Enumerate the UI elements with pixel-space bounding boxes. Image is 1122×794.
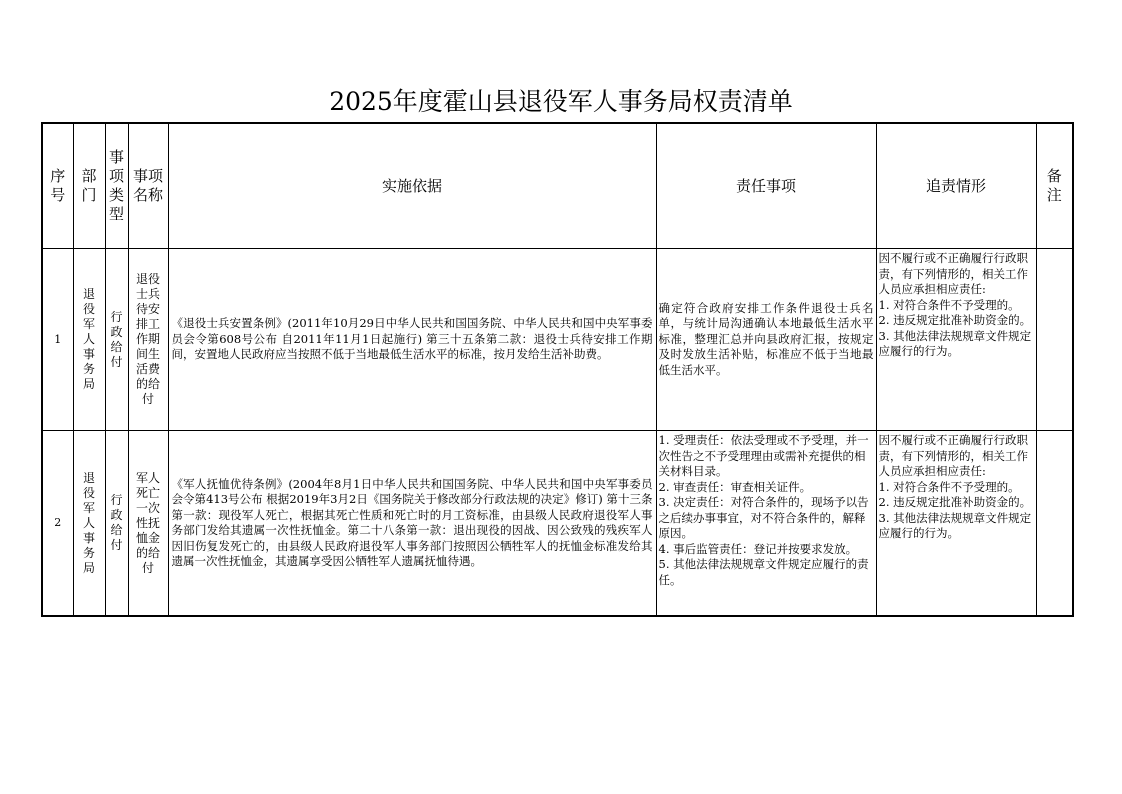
page-title: 2025年度霍山县退役军人事务局权责清单 — [329, 87, 793, 116]
table-row — [42, 249, 1073, 431]
header-responsibility: 责任事项 — [656, 123, 876, 249]
responsibility-line: 5. 其他法律法规规章文件规定应履行的责任。 — [658, 557, 869, 587]
responsibility-line: 3. 决定责任：对符合条件的，现场予以告之后续办事事宜，对不符合条件的，解释原因。 — [658, 495, 869, 540]
responsibility-line: 2. 审查责任：审查相关证件。 — [658, 479, 812, 494]
header-remarks: 备注 — [1036, 123, 1073, 249]
cell-accountability — [876, 249, 1036, 431]
cell-remarks — [1036, 249, 1073, 431]
accountability-line: 因不履行或不正确履行行政职责，有下列情形的，相关工作人员应承担相应责任: — [878, 433, 1028, 478]
header-item-name: 事项名称 — [128, 123, 168, 249]
accountability-line: 1. 对符合条件不予受理的。 — [878, 479, 1020, 494]
table-header-row — [42, 123, 1073, 249]
accountability-line: 2. 违反规定批准补助资金的。 — [878, 495, 1032, 509]
cell-item-type: 行政给付 — [105, 249, 128, 431]
responsibility-line: 4. 事后监管责任：登记并按要求发放。 — [658, 541, 858, 556]
header-department: 部门 — [73, 123, 105, 249]
cell-responsibility: 确定符合政府安排工作条件退役士兵名单，与统计局沟通确认本地最低生活水平标准，整理汇总并向县政府汇报，按规定及时发放生活补贴，标准应不低于当地最低生活水平。 — [656, 249, 876, 431]
header-accountability: 追责情形 — [876, 123, 1036, 249]
responsibility-line: 1. 受理责任：依法受理或不予受理，并一次性告之不予受理理由或需补充提供的相关材料目录。 — [658, 433, 869, 478]
accountability-line: 因不履行或不正确履行行政职责，有下列情形的，相关工作人员应承担相应责任: — [878, 251, 1028, 296]
header-basis: 实施依据 — [168, 123, 656, 249]
cell-responsibility — [656, 431, 876, 617]
accountability-line: 2. 违反规定批准补助资金的。 — [878, 313, 1032, 327]
accountability-line: 1. 对符合条件不予受理的。 — [878, 297, 1020, 312]
cell-basis: 《退役士兵安置条例》(2011年10月29日中华人民共和国国务院、中华人民共和国中央军事委员会令第608号公布 自2011年11月1日起施行) 第三十五条第二款：退役士兵待安排工作期间，安置地人民政府应当按照不低于当地最低生活水平的标准，按月发给生活补助费。 — [168, 249, 656, 431]
cell-item-name: 军人死亡一次性抚恤金的给付 — [128, 431, 168, 617]
responsibility-table — [41, 122, 1074, 617]
cell-department: 退役军人事务局 — [73, 431, 105, 617]
cell-accountability — [876, 431, 1036, 617]
cell-item-name: 退役士兵待安排工作期间生活费的给付 — [128, 249, 168, 431]
header-item-type: 事项类型 — [105, 123, 128, 249]
table-row — [42, 431, 1073, 617]
cell-item-type: 行政给付 — [105, 431, 128, 617]
accountability-line: 3. 其他法律法规规章文件规定应履行的行为。 — [878, 328, 1032, 358]
cell-remarks — [1036, 431, 1073, 617]
cell-seq: 1 — [42, 249, 73, 431]
accountability-line: 3. 其他法律法规规章文件规定应履行的行为。 — [878, 510, 1032, 540]
cell-basis: 《军人抚恤优待条例》(2004年8月1日中华人民共和国国务院、中华人民共和国中央军事委员会令第413号公布 根据2019年3月2日《国务院关于修改部分行政法规的决定》修订) 第十三条第一款：现役军人死亡，根据其死亡性质和死亡时的月工资标准，由县级人民政府退役军人事务部门发给其遗属一次性抚恤金。第二十八条第一款：退出现役的因战、因公致残的残疾军人因旧伤复发死亡的，由县级人民政府退役军人事务部门按照因公牺牲军人的抚恤金标准发给其遗属一次性抚恤金，其遗属享受因公牺牲军人遗属抚恤待遇。 — [168, 431, 656, 617]
cell-seq: 2 — [42, 431, 73, 617]
header-seq: 序号 — [42, 123, 73, 249]
cell-department: 退役军人事务局 — [73, 249, 105, 431]
